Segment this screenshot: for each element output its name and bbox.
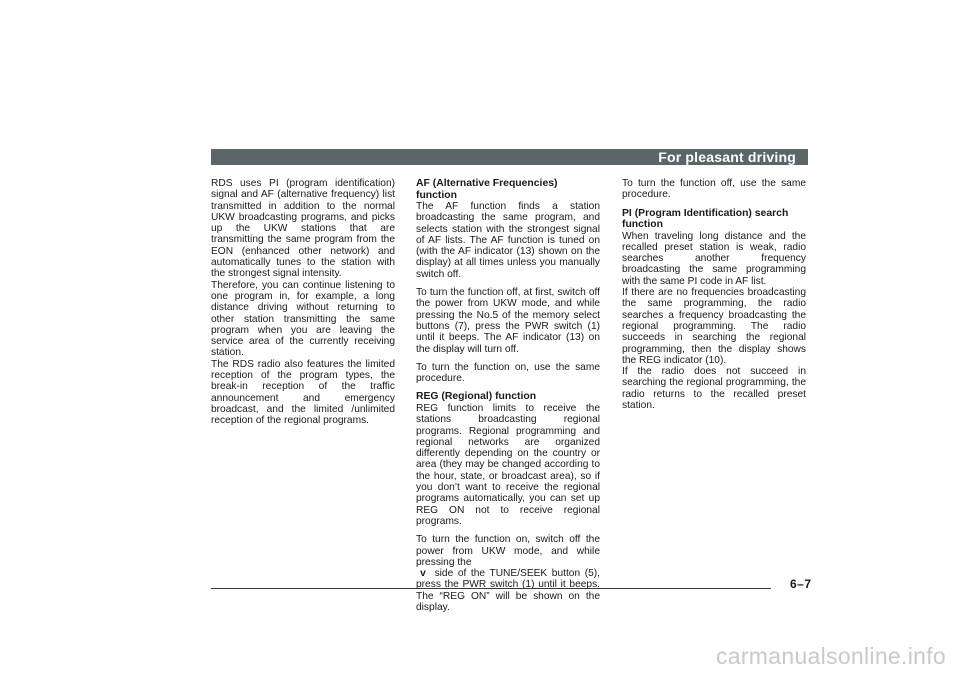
heading-reg-function: REG (Regional) function xyxy=(416,391,537,403)
section-title: For pleasant driving xyxy=(658,149,796,165)
paragraph-reg-turn-on xyxy=(416,534,600,613)
reg-turn-on-text-a: To turn the function on, switch off the power from UKW mode, and while pressing the xyxy=(416,534,600,568)
paragraph-af-turn-off: To turn the function off, at first, switch off the power from UKW mode, and while pressing the No.5 of the memory select buttons (7), press the PWR switch (1) until it beeps. The AF indicator (13) on the display will turn off. xyxy=(416,287,600,355)
paragraph-reg-description: REG function limits to receive the stations broadcasting regional programs. Regional programming and regional networks are organized differently depending on the country or area (they may be changed according to the hour, state, or broadcast area), so if you don’t want to receive the regional programs automatically, you can set up REG ON not to receive regional programs. xyxy=(416,402,600,527)
footer-divider xyxy=(211,588,771,589)
paragraph-pi-no-frequencies: If there are no frequencies broadcasting the same programming, the radio searches a frequency broadcasting the regional programming. The radio succeeds in searching the regional programming, then the display shows the REG indicator (10). xyxy=(622,287,806,366)
section-header-bar xyxy=(211,149,808,165)
heading-pi-search-function: PI (Program Identification) search function xyxy=(622,207,789,231)
paragraph-rds-intro: RDS uses PI (program identification) signal and AF (alternative frequency) list transmitted in addition to the normal UKW broadcasting programs, and picks up the UKW stations that are transmitting the same program from the EON (enhanced other network) and automatically tunes to the station with the strongest signal intensity. xyxy=(211,178,395,280)
paragraph-af-turn-on: To turn the function on, use the same procedure. xyxy=(416,361,600,385)
reg-turn-on-text-b: side of the TUNE/SEEK button (5), press the PWR switch (1) until it beeps. The “REG ON” will be shown on the display. xyxy=(416,568,600,613)
heading-af-function: AF (Alternative Frequencies) function xyxy=(416,178,558,201)
paragraph-rds-features: The RDS radio also features the limited reception of the program types, the break-in reception of the traffic announcement and emergency broadcast, and the limited /unlimited reception of the regional programs. xyxy=(211,358,395,427)
paragraph-pi-fail: If the radio does not succeed in searching the regional programming, the radio returns to the recalled preset station. xyxy=(622,366,806,412)
paragraph-af-turn-off-procedure: To turn the function off, use the same procedure. xyxy=(622,178,806,201)
page-number: 6–7 xyxy=(790,577,812,591)
paragraph-rds-continue: Therefore, you can continue listening to one program in, for example, a long distance driving without returning to other station transmitting the same program when you are leaving the service area of the currently receiving station. xyxy=(211,279,395,359)
paragraph-af-description: The AF function finds a station broadcasting the same program, and selects station with the strongest signal of AF lists. The AF function is tuned on (with the AF indicator (13) shown on the display) at all times unless you manually switch off. xyxy=(416,201,600,280)
paragraph-pi-description: When traveling long distance and the recalled preset station is weak, radio searches another frequency broadcasting the same programming with the same PI code in AF list. xyxy=(622,230,806,287)
watermark-text: carmanualsonline.info xyxy=(715,643,946,669)
chevron-down-icon: v xyxy=(420,568,426,580)
text-column-1 xyxy=(211,178,395,427)
text-column-2 xyxy=(416,178,600,613)
text-column-3 xyxy=(622,178,806,411)
